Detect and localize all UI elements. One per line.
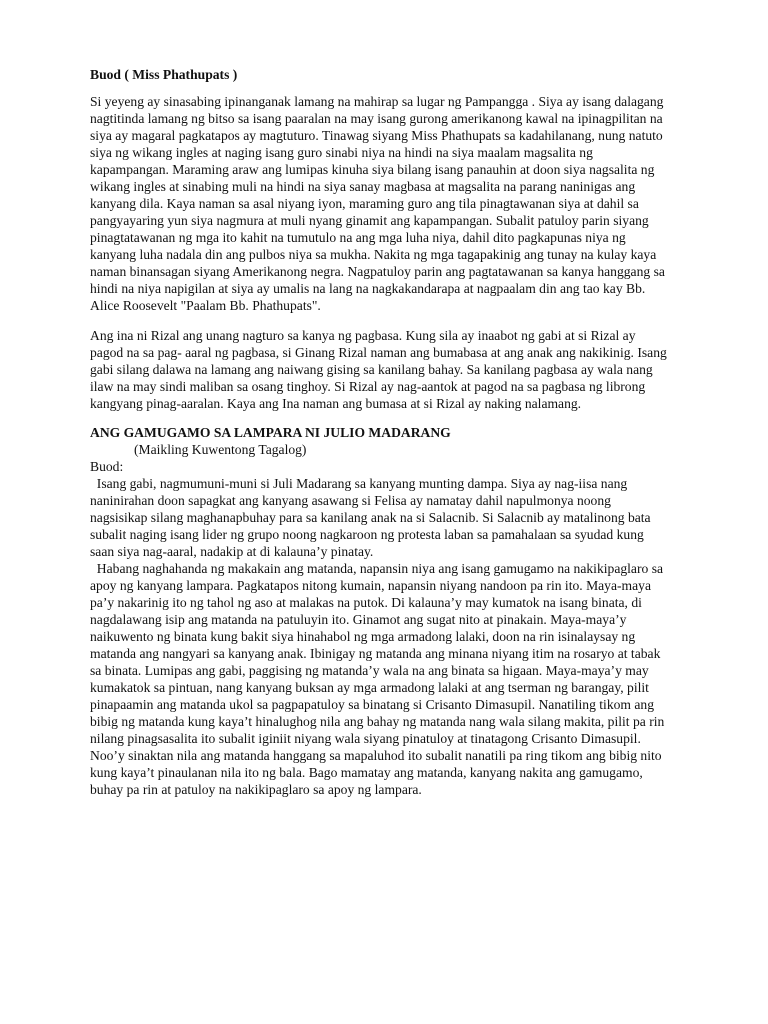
section-title-gamugamo: ANG GAMUGAMO SA LAMPARA NI JULIO MADARANG xyxy=(90,425,451,440)
paragraph-rizal xyxy=(90,327,690,412)
text-line: pinapaamin ang matanda ukol sa pagpapatuloy sa binatang si Crisanto Dimasupil. Nanatiling tikom ang xyxy=(90,697,655,712)
text-line: kung kaya’t pinaulanan nila ito ng bala. Bago mamatay ang matanda, kanyang nakita ang gamugamo, xyxy=(90,765,643,780)
text-line: kapampangan. Maraming araw ang lumipas kinuha siya bilang isang panauhin at doon siya nagsalita ng xyxy=(90,162,655,177)
document-page xyxy=(90,66,690,798)
text-line: pa’y nakarinig ito ng tahol ng aso at malakas na putok. Di kalauna’y may kumatok na isang binata, di xyxy=(90,595,642,610)
text-line: Noo’y sinaktan nila ang matanda hanggang sa mapaluhod ito subalit nanatili pa ring tikom ang bibig nito xyxy=(90,748,662,763)
text-line: matanda ang nangyari sa kanyang anak. Ibinigay ng matanda ang minana niyang itim na rosaryo at tabak xyxy=(90,646,661,661)
text-line: nagdalawang isip ang matanda na patuluyin ito. Ginamot ang sugat nito at pinakain. Maya-maya’y xyxy=(90,612,627,627)
text-line: kangyang pinag-aaralan. Kaya ang Ina naman ang bumasa at si Rizal ay naking nalamang. xyxy=(90,396,582,411)
text-line: pagod na sa pag- aaral ng pagbasa, si Ginang Rizal naman ang bumabasa at ang anak ang nakikinig. Isang xyxy=(90,345,667,360)
text-line: naninirahan doon sapagkat ang kanyang asawang si Felisa ay namatay dahil napulmonya noong xyxy=(90,493,611,508)
text-line: kumakatok sa pintuan, nang kanyang buksan ay mga armadong lalaki at ang tserman ng barangay, pilit xyxy=(90,680,649,695)
text-line: Si yeyeng ay sinasabing ipinanganak lamang na mahirap sa lugar ng Pampangga . Siya ay isang dalagang xyxy=(90,94,664,109)
text-line: Habang naghahanda ng makakain ang matanda, napansin niya ang isang gamugamo na nakikipaglaro sa xyxy=(90,561,664,576)
text-line: gabi silang dalawa na lamang ang naiwang gising sa kanilang bahay. Sa kanilang pagbasa ay wala nang xyxy=(90,362,653,377)
text-line: siya ay magaral pagkatapos ay magtuturo. Tinawag siyang Miss Phathupats sa kadahilanang, nung natuto xyxy=(90,128,663,143)
text-line: nagsisikap silang maghanapbuhay para sa kanilang anak na si Salacnib. Si Salacnib ay matalinong bata xyxy=(90,510,651,525)
text-line: bibig ng matanda kung kaya’t hinalughog nila ang bahay ng matanda nang wala silang makita, pilit pa rin xyxy=(90,714,665,729)
text-line: ilaw na may sindi maliban sa osang tinghoy. Si Rizal ay nag-aantok at pagod na sa pagbasa ng librong xyxy=(90,379,646,394)
text-line: nagtitinda lamang ng bitso sa isang paaralan na may isang gurong amerikanong kawal na ipinagpilitan na xyxy=(90,111,663,126)
text-line: sa binata. Lumipas ang gabi, paggising ng matanda’y wala na ang binata sa higaan. Maya-maya’y may xyxy=(90,663,649,678)
section-subtitle-gamugamo: (Maikling Kuwentong Tagalog) xyxy=(134,442,307,457)
paragraph-miss-phathupats xyxy=(90,93,690,314)
buod-label: Buod: xyxy=(90,459,124,474)
section-title-miss-phathupats: Buod ( Miss Phathupats ) xyxy=(90,67,238,82)
paragraph-gamugamo xyxy=(90,475,690,798)
text-line: apoy ng kanyang lampara. Pagkatapos nitong kumain, napansin niyang nandoon pa rin ito. Maya-maya xyxy=(90,578,651,593)
text-line: siya ng wikang ingles at naging isang guro sinabi niya na hindi na siya maalam magsalita ng xyxy=(90,145,593,160)
text-line: Ang ina ni Rizal ang unang nagturo sa kanya ng pagbasa. Kung sila ay inaabot ng gabi at si Rizal ay xyxy=(90,328,636,343)
text-line: pinagtatawanan ng mga ito kahit na tumutulo na ang mga luha niya, dahil dito pagkapunas niya ng xyxy=(90,230,626,245)
text-line: Isang gabi, nagmumuni-muni si Juli Madarang sa kanyang munting dampa. Siya ay nag-iisa nang xyxy=(90,476,628,491)
text-line: subalit naging isang lider ng grupo noong nagkaroon ng protesta laban sa pamahalaan sa syudad kung xyxy=(90,527,644,542)
text-line: kanyang dila. Kaya naman sa asal niyang iyon, maraming guro ang tila pinagtawanan siya at dahil sa xyxy=(90,196,639,211)
text-line: pangyayaring yun siya nagmura at muli nyang ginamit ang kapampangan. Subalit patuloy parin siyang xyxy=(90,213,649,228)
text-line: wikang ingles at sinabing muli na hindi na siya sanay magbasa at magsalita na parang naninigas ang xyxy=(90,179,636,194)
text-line: kanyang luha nadala din ang pulbos niya sa mukha. Nakita ng mga tagapakinig ang tunay na kulay kaya xyxy=(90,247,657,262)
text-line: naman binansagan siyang Amerikanong negra. Nagpatuloy parin ang pagtatawanan sa kanya hanggang sa xyxy=(90,264,665,279)
text-line: naikuwento ng binata kung bakit siya hinahabol ng mga armadong lalaki, doon na rin isinalaysay ng xyxy=(90,629,636,644)
text-line: Alice Roosevelt "Paalam Bb. Phathupats". xyxy=(90,298,321,313)
text-line: hindi na niya napigilan at siya ay umalis na lang na nagkakandarapa at nagpaalam din ang tao kay Bb. xyxy=(90,281,646,296)
text-line: saan siya nag-aaral, nadakip at di kalauna’y pinatay. xyxy=(90,544,374,559)
text-line: nilang pinagsasalita ito subalit iginiit niyang wala siyang pinatuloy at tinatagong Crisanto Dimasupil. xyxy=(90,731,641,746)
text-line: buhay pa rin at patuloy na nakikipaglaro sa apoy ng lampara. xyxy=(90,782,422,797)
